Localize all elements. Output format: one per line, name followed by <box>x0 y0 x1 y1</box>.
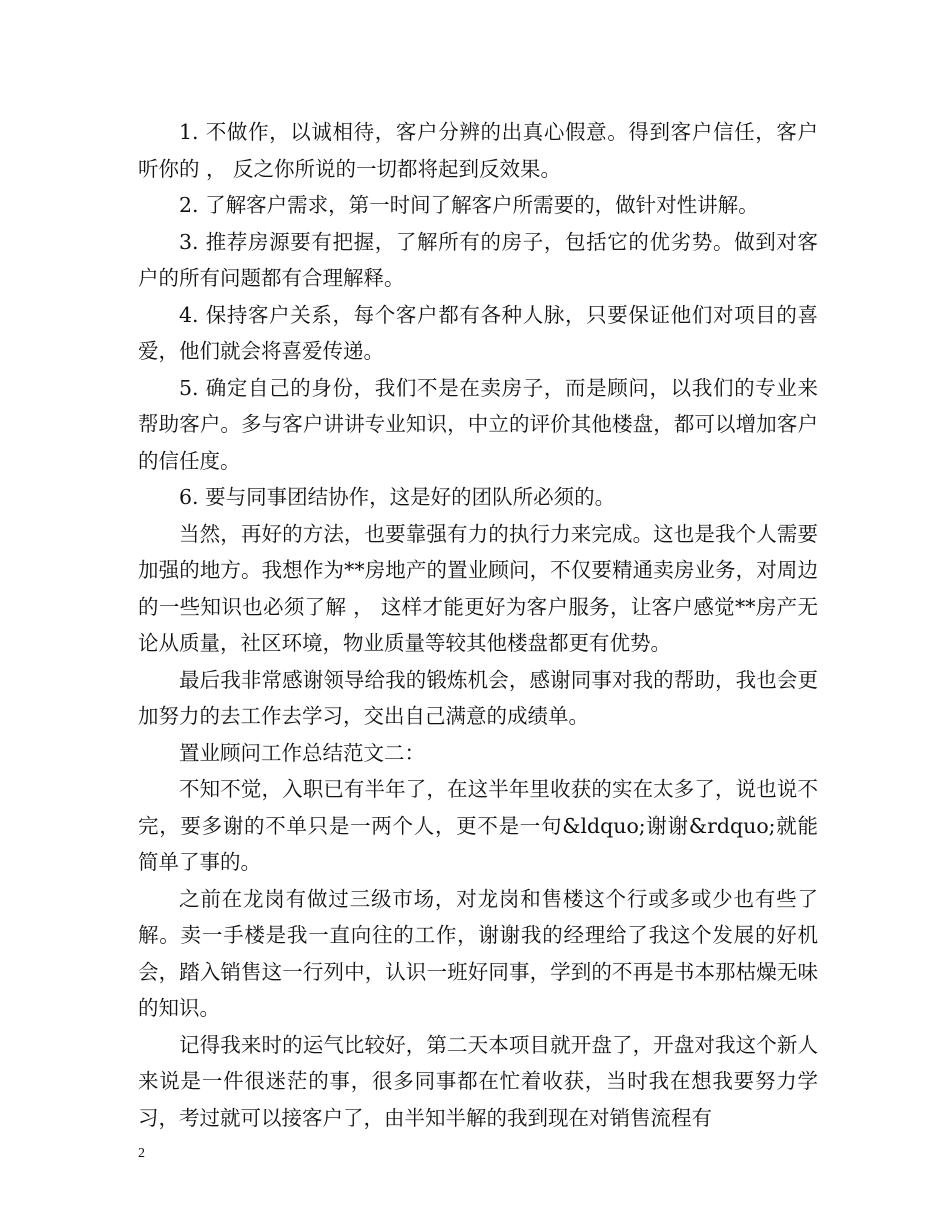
paragraph: 不知不觉，入职已有半年了，在这半年里收获的实在太多了，说也说不完，要多谢的不单只是一两个人，更不是一句&ldquo;谢谢&rdquo;就能简单了事的。 <box>138 777 818 874</box>
paragraph: 3. 推荐房源要有把握，了解所有的房子，包括它的优劣势。做到对客户的所有问题都有合理解释。 <box>138 229 818 290</box>
document-body <box>138 114 818 1136</box>
paragraph: 当然，再好的方法，也要靠强有力的执行力来完成。这也是我个人需要加强的地方。我想作为**房地产的置业顾问，不仅要精通卖房业务，对周边的一些知识也必须了解 ， 这样才能更好为客户服务，让客户感觉**房产无论从质量，社区环境，物业质量等较其他楼盘都更有优势。 <box>138 521 818 655</box>
page-number: 2 <box>138 1146 145 1161</box>
paragraph: 2. 了解客户需求，第一时间了解客户所需要的，做针对性讲解。 <box>179 193 759 217</box>
paragraph: 5. 确定自己的身份，我们不是在卖房子，而是顾问，以我们的专业来帮助客户。多与客户讲讲专业知识，中立的评价其他楼盘，都可以增加客户的信任度。 <box>138 375 818 473</box>
paragraph: 之前在龙岗有做过三级市场，对龙岗和售楼这个行或多或少也有些了解。卖一手楼是我一直向往的工作，谢谢我的经理给了我这个发展的好机会，踏入销售这一行列中，认识一班好同事，学到的不再是书本那枯燥无味的知识。 <box>138 886 818 1020</box>
paragraph: 记得我来时的运气比较好，第二天本项目就开盘了，开盘对我这个新人来说是一件很迷茫的事，很多同事都在忙着收获，当时我在想我要努力学习，考过就可以接客户了，由半知半解的我到现在对销售流程有 <box>138 1032 818 1130</box>
paragraph: 1. 不做作，以诚相待，客户分辨的出真心假意。得到客户信任，客户听你的 ， 反之你所说的一切都将起到反效果。 <box>138 120 818 181</box>
paragraph: 4. 保持客户关系，每个客户都有各种人脉，只要保证他们对项目的喜爱，他们就会将喜爱传递。 <box>138 302 818 363</box>
section-heading: 置业顾问工作总结范文二： <box>179 740 425 765</box>
paragraph: 6. 要与同事团结协作，这是好的团队所必须的。 <box>179 485 616 509</box>
paragraph: 最后我非常感谢领导给我的锻炼机会，感谢同事对我的帮助，我也会更加努力的去工作去学习，交出自己满意的成绩单。 <box>138 667 818 728</box>
